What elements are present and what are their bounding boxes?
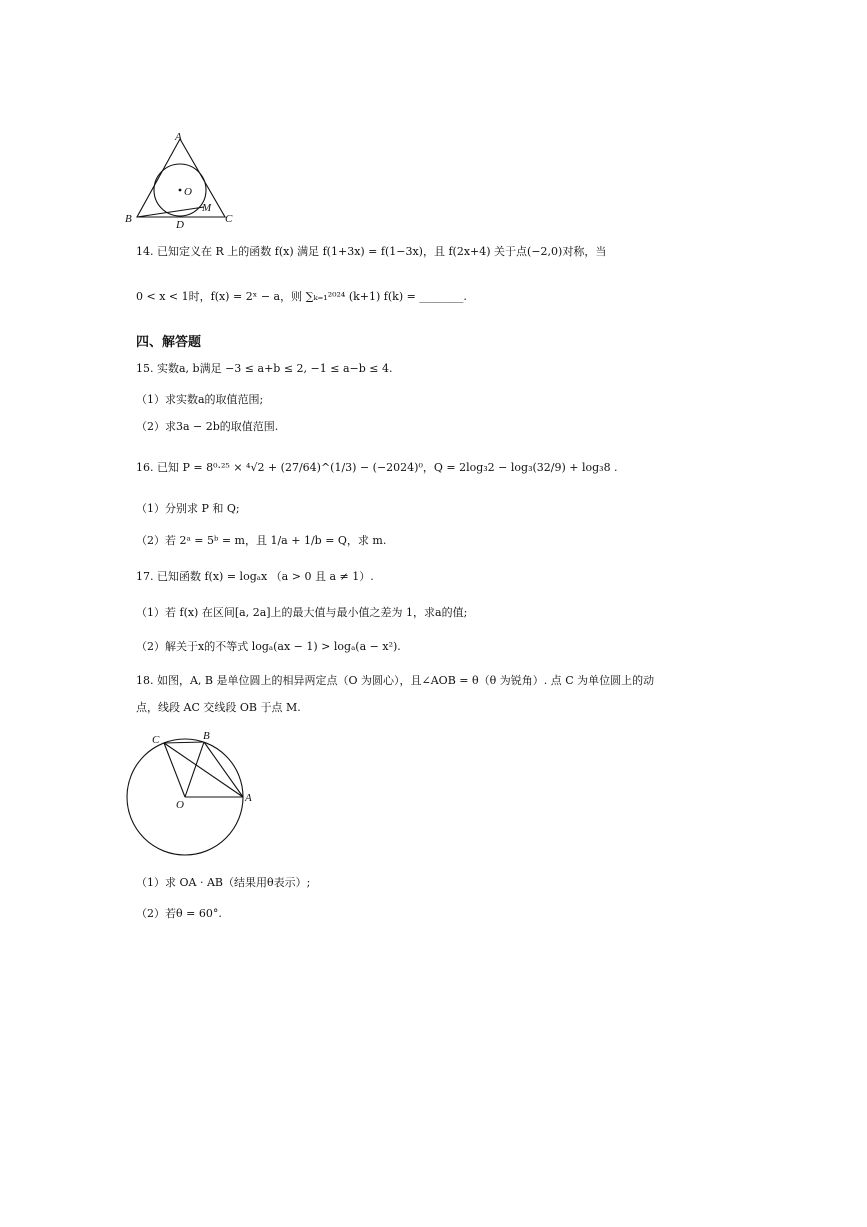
label-d: D [176, 219, 184, 230]
label-o: O [176, 799, 184, 811]
label-o: O [184, 186, 192, 198]
q15-part1: （1）求实数a的取值范围; [136, 393, 264, 406]
label-a: A [175, 131, 182, 143]
q18-stem-line2: 点，线段 AC 交线段 OB 于点 M. [136, 701, 301, 714]
q15-stem: 15. 实数a, b满足 −3 ≤ a+b ≤ 2, −1 ≤ a−b ≤ 4. [136, 362, 393, 375]
q17-part2: （2）解关于x的不等式 logₐ(ax − 1) > logₐ(a − x²). [136, 640, 401, 653]
q16-stem: 16. 已知 P = 8⁰·²⁵ × ⁴√2 + (27/64)^(1/3) − (−2024)⁰，Q = 2log₃2 − log₃(32/9) + log₃8 . [136, 461, 618, 474]
label-c: C [152, 734, 160, 746]
unit-circle-figure [112, 726, 262, 862]
section-heading: 四、解答题 [136, 335, 202, 350]
q17-part1: （1）若 f(x) 在区间[a, 2a]上的最大值与最小值之差为 1，求a的值; [136, 606, 468, 619]
q17-stem: 17. 已知函数 f(x) = logₐx （a > 0 且 a ≠ 1）. [136, 570, 374, 583]
q18-stem-line1: 18. 如图，A, B 是单位圆上的相异两定点（O 为圆心），且∠AOB = θ（θ 为锐角）. 点 C 为单位圆上的动 [136, 674, 655, 687]
q16-part1: （1）分别求 P 和 Q; [136, 502, 240, 515]
label-a: A [245, 792, 252, 804]
label-m: M [202, 202, 212, 214]
q14-line1: 14. 已知定义在 R 上的函数 f(x) 满足 f(1+3x) = f(1−3x)，且 f(2x+4) 关于点(−2,0)对称，当 [136, 245, 607, 258]
q16-part2: （2）若 2ᵃ = 5ᵇ = m，且 1/a + 1/b = Q，求 m. [136, 534, 387, 547]
triangle-incircle-figure [120, 128, 245, 230]
label-b: B [203, 730, 210, 742]
label-b: B [125, 213, 132, 225]
label-c: C [225, 213, 233, 225]
q14-line2: 0 < x < 1时，f(x) = 2ˣ − a，则 ∑ₖ₌₁²⁰²⁴ (k+1) f(k) = ________. [136, 290, 467, 303]
q18-part1: （1）求 OA · AB（结果用θ表示）; [136, 876, 311, 889]
q15-part2: （2）求3a − 2b的取值范围. [136, 420, 279, 433]
q18-part2: （2）若θ = 60°. [136, 907, 222, 920]
